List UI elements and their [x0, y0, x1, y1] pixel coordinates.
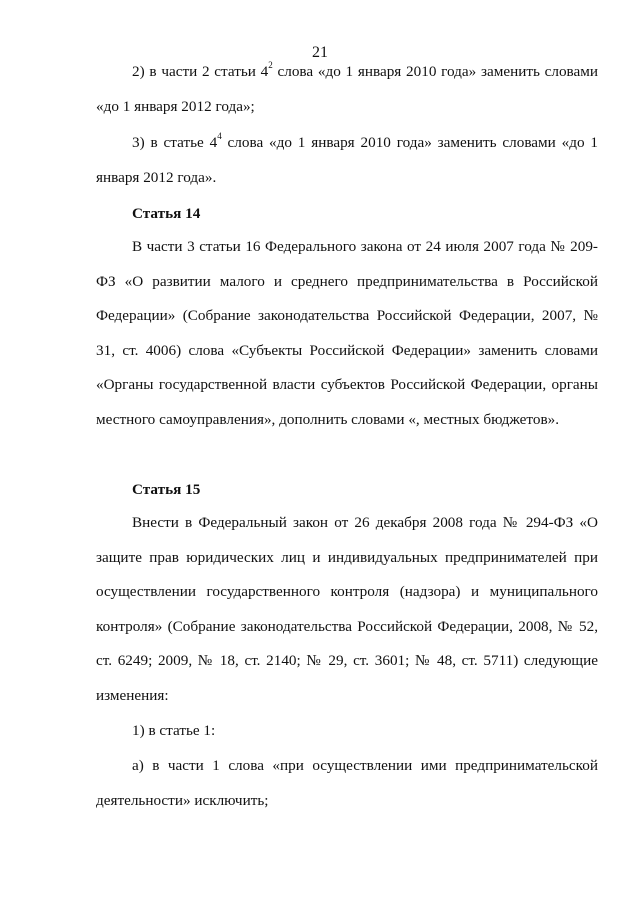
item-3-text-after: слова «до 1 января 2010 года» заменить словами «до 1 января 2012 года».: [96, 134, 599, 186]
item-2-text-before: 2) в части 2 статьи 4: [132, 63, 269, 80]
article-15-point-1: 1) в статье 1:: [132, 722, 216, 739]
item-2-text-after: слова «до 1 января 2010 года» заменить словами «до 1 января 2012 года»;: [96, 63, 598, 115]
article-15-heading: Статья 15: [132, 481, 201, 498]
article-15-subpoint-a: а) в части 1 слова «при осуществлении ими предпринимательской деятельности» исключить;: [96, 757, 598, 809]
item-2-superscript: 2: [268, 59, 273, 70]
article-15-intro: Внести в Федеральный закон от 26 декабря 2008 года № 294-ФЗ «О защите прав юридических лиц и индивидуальных предпринимателей при осуществлении государственного контроля (надзора) и муниципального контроля» (Собрание законодательства Российской Федерации, 2008, № 52, ст. 6249; 2009, № 18, ст. 2140; № 29, ст. 3601; № 48, ст. 5711) следующие изменения:: [96, 514, 598, 704]
item-3-text-before: 3) в статье 4: [132, 134, 218, 151]
article-14-text: В части 3 статьи 16 Федерального закона от 24 июля 2007 года № 209-ФЗ «О развитии малого и среднего предпринимательства в Российской Федерации» (Собрание законодательства Российской Федерации, 2007, № 31, ст. 4006) слова «Субъекты Российской Федерации» заменить словами «Органы государственной власти субъектов Российской Федерации, органы местного самоуправления», дополнить словами «, местных бюджетов».: [96, 238, 598, 428]
item-3-superscript: 4: [217, 130, 222, 141]
item-3-paragraph: [96, 126, 598, 195]
article-14-heading: Статья 14: [132, 205, 201, 222]
page-number: 21: [312, 44, 328, 61]
item-2-paragraph: [96, 55, 598, 124]
